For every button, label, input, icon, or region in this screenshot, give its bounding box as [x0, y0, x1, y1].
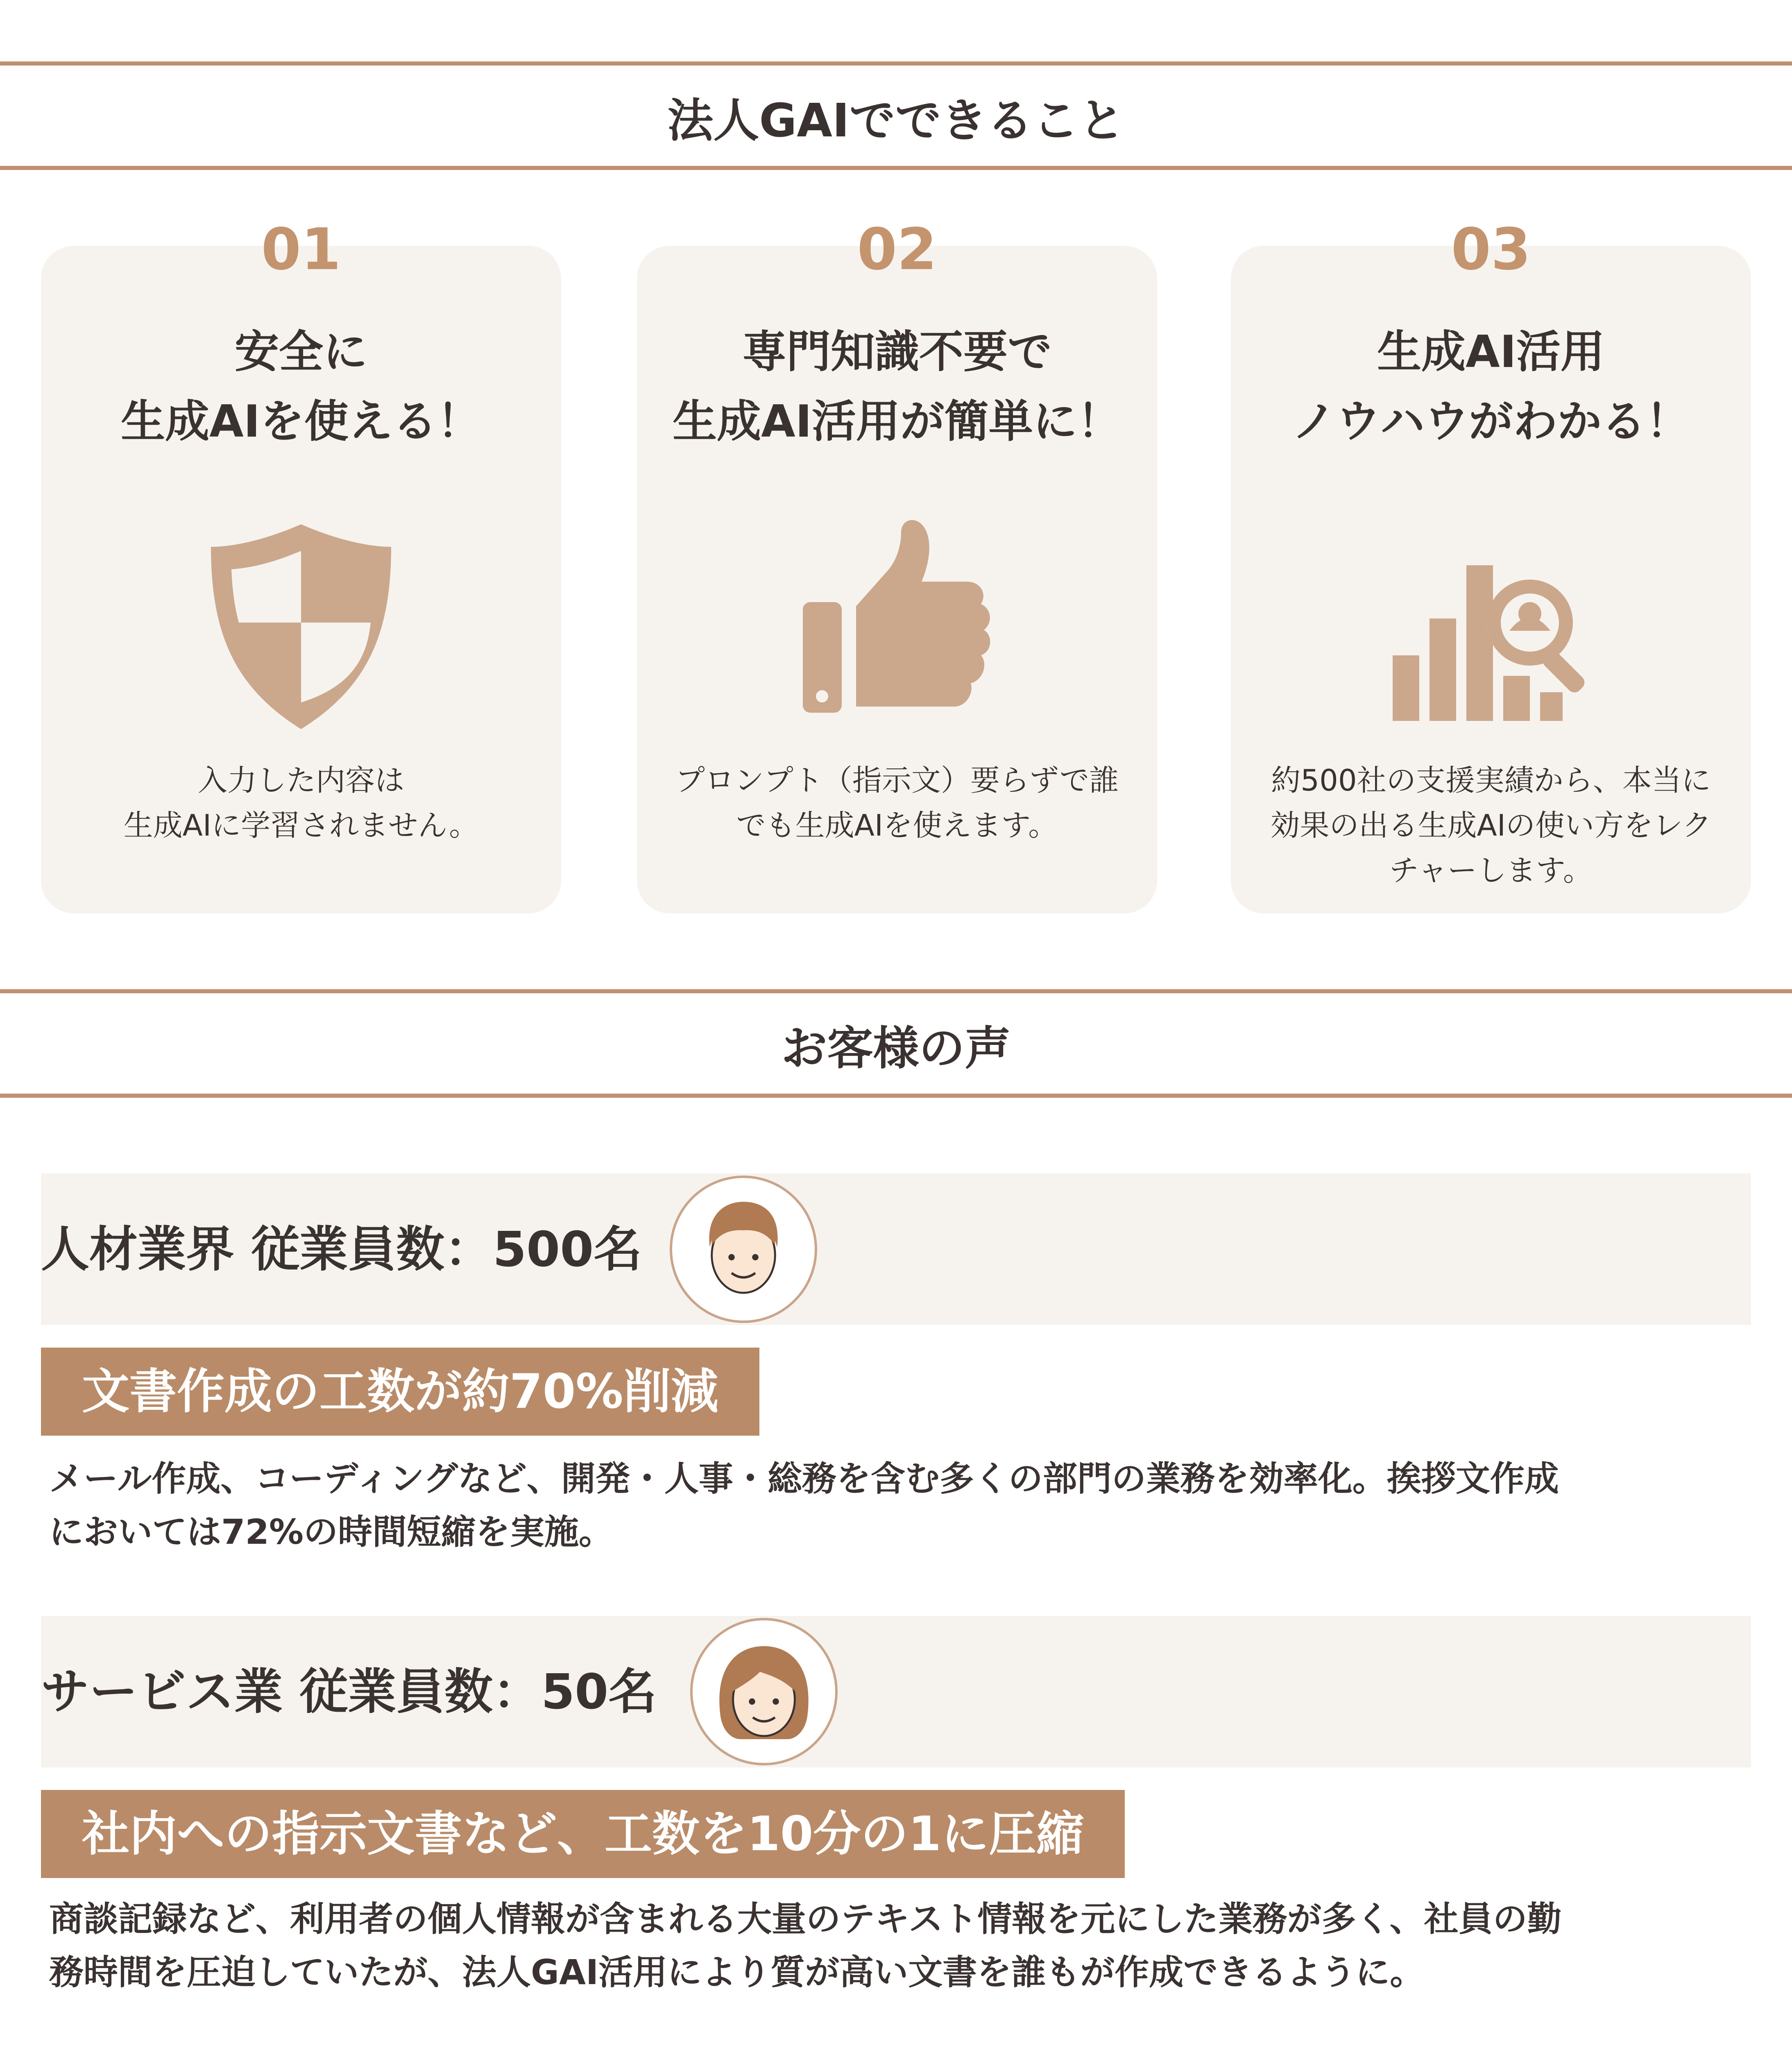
- feature-description: 約500社の支援実績から、本当に 効果の出る生成AIの使い方をレク チャーします。: [1270, 763, 1712, 888]
- voice-body: メール作成、コーディングなど、開発・人事・総務を含む多くの部門の業務を効率化。挨拶文作成 においては72%の時間短縮を実施。: [49, 1459, 1559, 1552]
- male-avatar-icon: [670, 1176, 817, 1323]
- voice-body: 商談記録など、利用者の個人情報が含まれる大量のテキスト情報を元にした業務が多く、社員の勤 務時間を圧迫していたが、法人GAI活用により質が高い文書を誰もが作成できるように。: [49, 1899, 1562, 1992]
- bar-chart-search-icon: [1368, 500, 1614, 745]
- feature-card-3: [1231, 216, 1751, 913]
- section-bottom-rule: [0, 1094, 1792, 1098]
- voice-headline: 社内への指示文書など、工数を10分の1に圧縮: [41, 1790, 1125, 1878]
- feature-title: 安全に 生成AIを使える！: [121, 326, 481, 447]
- voice-industry: 人材業界 従業員数：500名: [41, 1221, 642, 1278]
- feature-title: 生成AI活用 ノウハウがわかる！: [1291, 326, 1690, 447]
- feature-description: 入力した内容は 生成AIに学習されません。: [123, 763, 479, 843]
- voice-band-2: [41, 1616, 1751, 1767]
- voices-section-title: お客様の声: [781, 1022, 1011, 1075]
- feature-number: 02: [857, 216, 937, 283]
- voice-band-1: [41, 1174, 1751, 1325]
- female-avatar-icon: [690, 1618, 838, 1765]
- feature-description: プロンプト（指示文）要らずで誰 でも生成AIを使えます。: [675, 763, 1119, 843]
- section-bottom-rule: [0, 166, 1792, 170]
- voice-headline: 文書作成の工数が約70%削減: [41, 1348, 759, 1436]
- voice-industry: サービス業 従業員数：50名: [41, 1663, 657, 1720]
- shield-icon: [178, 500, 424, 745]
- feature-card-2: [637, 216, 1157, 913]
- feature-number: 03: [1451, 216, 1531, 283]
- section-top-rule: [0, 989, 1792, 993]
- thumbs-up-icon: [774, 500, 1020, 745]
- feature-card-1: [41, 216, 561, 913]
- features-section-title: 法人GAIでできること: [667, 94, 1125, 147]
- feature-number: 01: [261, 216, 341, 283]
- feature-title: 専門知識不要で 生成AI活用が簡単に！: [673, 326, 1121, 447]
- section-top-rule: [0, 61, 1792, 66]
